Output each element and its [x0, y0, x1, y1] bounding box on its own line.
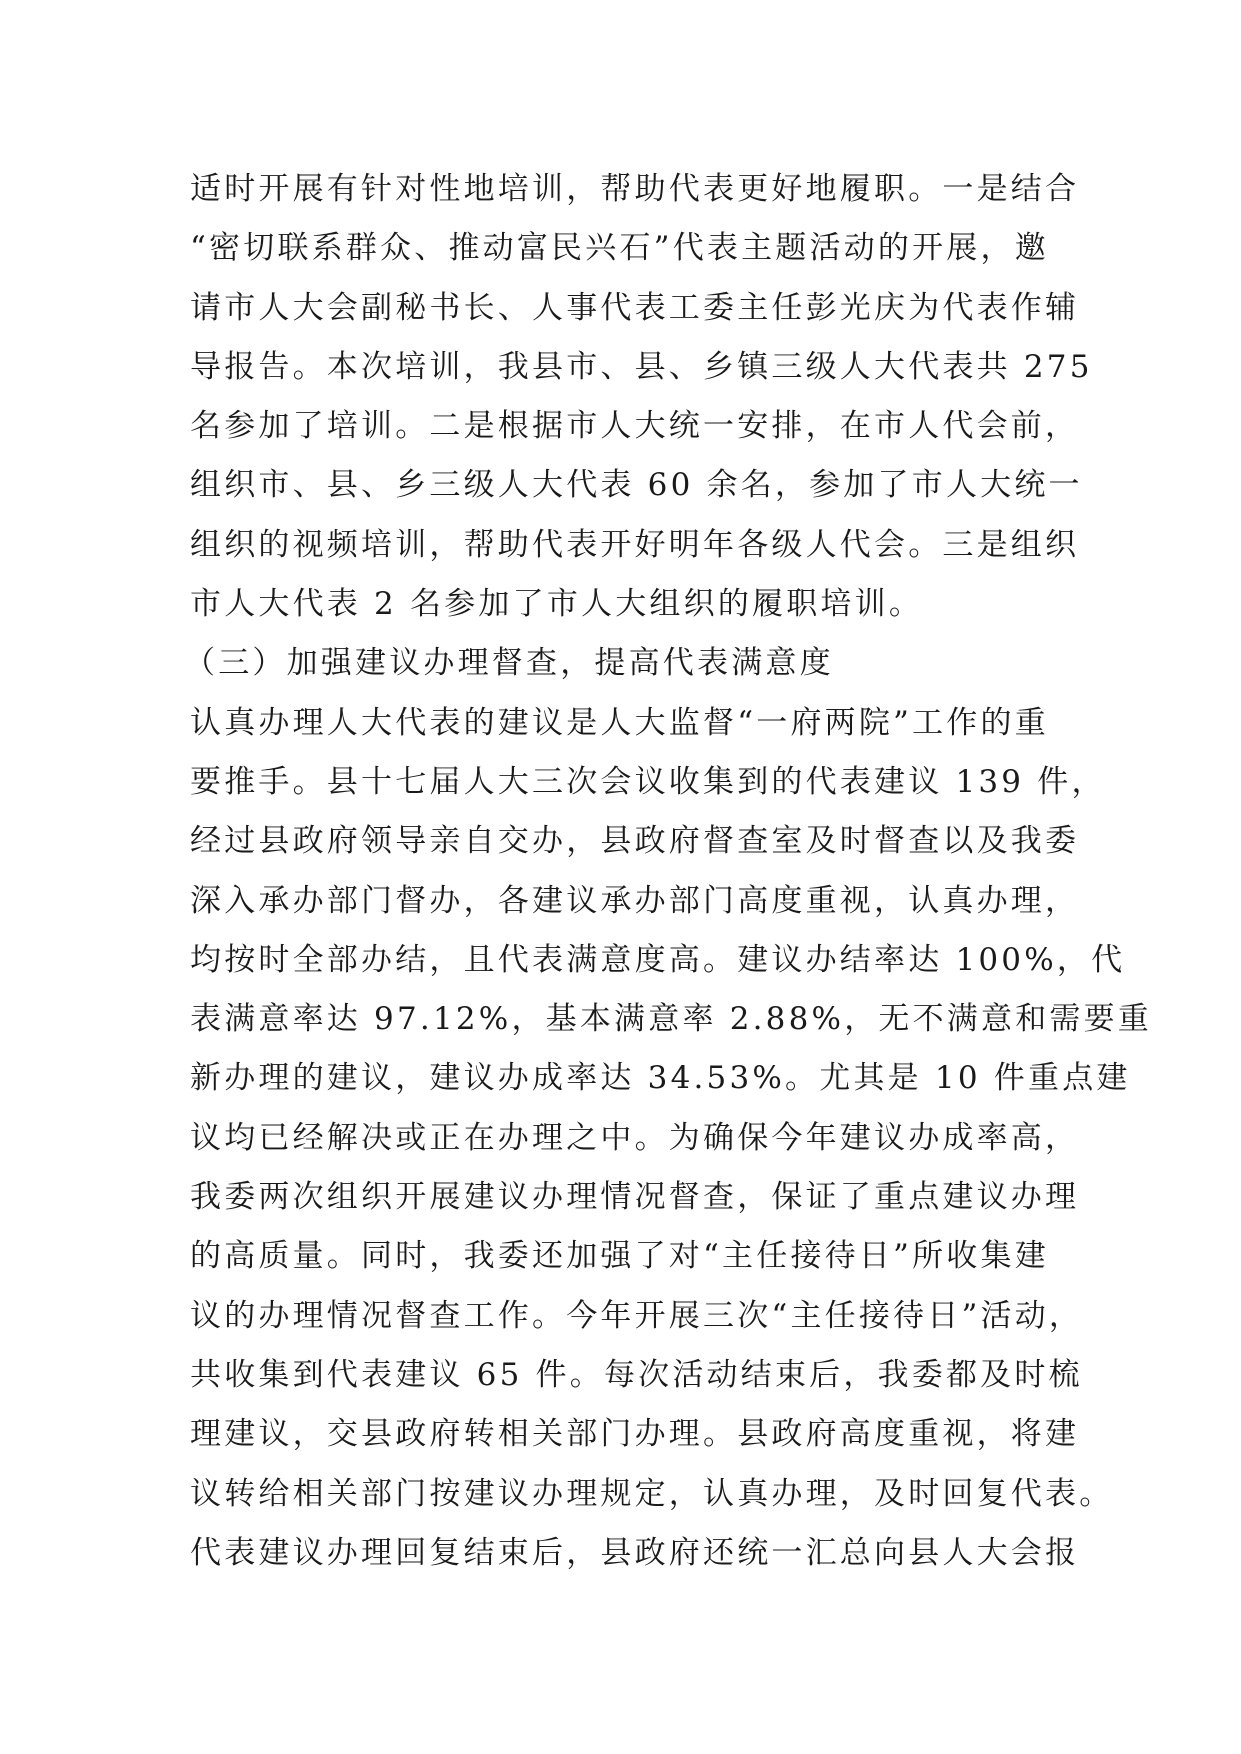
text-line: 表满意率达 97.12%，基本满意率 2.88%，无不满意和需要重: [190, 1001, 1152, 1038]
text-line: 市人大代表 2 名参加了市人大组织的履职培训。: [190, 586, 924, 623]
text-line: 均按时全部办结，且代表满意度高。建议办结率达 100%，代: [190, 941, 1126, 978]
text-line: 议均已经解决或正在办理之中。为确保今年建议办成率高，: [190, 1119, 1080, 1156]
text-line: 经过县政府领导亲自交办，县政府督查室及时督查以及我委: [190, 823, 1080, 860]
text-line: 适时开展有针对性地培训，帮助代表更好地履职。一是结合: [190, 171, 1080, 207]
body-text: [184, 160, 1152, 1583]
text-line: 认真办理人大代表的建议是人大监督“一府两院”工作的重: [190, 704, 1049, 741]
text-line: 共收集到代表建议 65 件。每次活动结束后，我委都及时梳: [190, 1356, 1083, 1393]
text-line: 要推手。县十七届人大三次会议收集到的代表建议 139 件，: [190, 763, 1106, 800]
text-line: 组织市、县、乡三级人大代表 60 余名，参加了市人大统一: [190, 467, 1083, 504]
text-line: 组织的视频培训，帮助代表开好明年各级人代会。三是组织: [190, 526, 1080, 563]
text-line: 名参加了培训。二是根据市人大统一安排，在市人代会前，: [190, 408, 1080, 445]
text-line: 的高质量。同时，我委还加强了对“主任接待日”所收集建: [190, 1238, 1049, 1275]
section-heading: （三）加强建议办理督查，提高代表满意度: [184, 645, 834, 682]
text-line: 深入承办部门督办，各建议承办部门高度重视，认真办理，: [190, 882, 1080, 919]
text-line: 导报告。本次培训，我县市、县、乡镇三级人大代表共 275: [190, 348, 1093, 385]
text-line: 我委两次组织开展建议办理情况督查，保证了重点建议办理: [190, 1179, 1080, 1216]
text-line: 代表建议办理回复结束后，县政府还统一汇总向县人大会报: [190, 1534, 1080, 1571]
text-line: 议的办理情况督查工作。今年开展三次“主任接待日”活动，: [190, 1297, 1084, 1334]
text-line: “密切联系群众、推动富民兴石”代表主题活动的开展，邀: [190, 230, 1049, 267]
text-line: 理建议，交县政府转相关部门办理。县政府高度重视，将建: [190, 1416, 1080, 1453]
text-line: 请市人大会副秘书长、人事代表工委主任彭光庆为代表作辅: [190, 289, 1080, 326]
text-line: 议转给相关部门按建议办理规定，认真办理，及时回复代表。: [190, 1475, 1114, 1512]
text-line: 新办理的建议，建议办成率达 34.53%。尤其是 10 件重点建: [190, 1060, 1131, 1097]
